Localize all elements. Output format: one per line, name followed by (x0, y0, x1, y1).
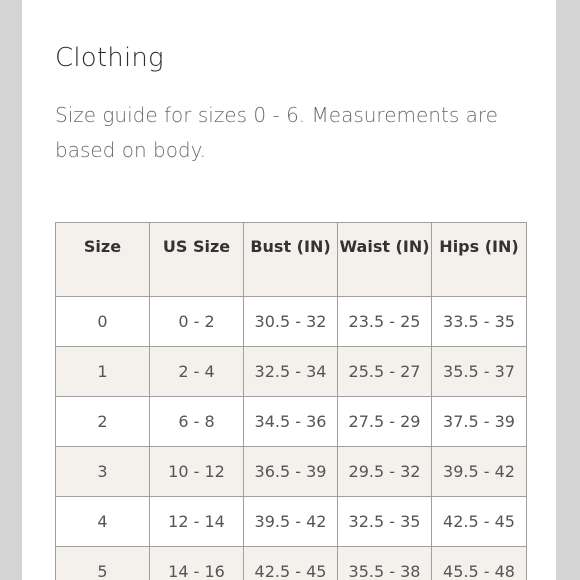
table-cell: 3 (56, 447, 150, 497)
table-row (56, 447, 527, 497)
column-header-waist: Waist (IN) (338, 223, 432, 297)
table-cell: 5 (56, 547, 150, 580)
column-header-bust: Bust (IN) (244, 223, 338, 297)
table-row (56, 497, 527, 547)
table-cell: 45.5 - 48 (432, 547, 527, 580)
table-cell: 39.5 - 42 (244, 497, 338, 547)
table-cell: 42.5 - 45 (244, 547, 338, 580)
table-cell: 6 - 8 (150, 397, 244, 447)
table-header-row (56, 223, 527, 297)
table-row (56, 297, 527, 347)
table-cell: 12 - 14 (150, 497, 244, 547)
table-cell: 2 (56, 397, 150, 447)
table-cell: 29.5 - 32 (338, 447, 432, 497)
table-cell: 30.5 - 32 (244, 297, 338, 347)
table-cell: 37.5 - 39 (432, 397, 527, 447)
table-cell: 39.5 - 42 (432, 447, 527, 497)
table-cell: 27.5 - 29 (338, 397, 432, 447)
column-header-us-size: US Size (150, 223, 244, 297)
table-cell: 25.5 - 27 (338, 347, 432, 397)
size-table (55, 222, 527, 580)
right-gutter (556, 0, 580, 580)
table-cell: 32.5 - 35 (338, 497, 432, 547)
table-cell: 14 - 16 (150, 547, 244, 580)
table-cell: 10 - 12 (150, 447, 244, 497)
table-row (56, 547, 527, 580)
table-cell: 33.5 - 35 (432, 297, 527, 347)
table-cell: 35.5 - 38 (338, 547, 432, 580)
left-gutter (0, 0, 22, 580)
column-header-hips: Hips (IN) (432, 223, 527, 297)
page-title: Clothing (55, 43, 164, 73)
table-cell: 4 (56, 497, 150, 547)
table-cell: 34.5 - 36 (244, 397, 338, 447)
table-cell: 42.5 - 45 (432, 497, 527, 547)
table-cell: 0 (56, 297, 150, 347)
table-cell: 2 - 4 (150, 347, 244, 397)
size-guide-panel (22, 0, 556, 580)
table-cell: 1 (56, 347, 150, 397)
column-header-size: Size (56, 223, 150, 297)
size-guide-description: Size guide for sizes 0 - 6. Measurements are based on body. (55, 103, 498, 162)
table-row (56, 397, 527, 447)
table-cell: 36.5 - 39 (244, 447, 338, 497)
table-cell: 32.5 - 34 (244, 347, 338, 397)
table-cell: 35.5 - 37 (432, 347, 527, 397)
table-row (56, 347, 527, 397)
table-cell: 0 - 2 (150, 297, 244, 347)
table-cell: 23.5 - 25 (338, 297, 432, 347)
